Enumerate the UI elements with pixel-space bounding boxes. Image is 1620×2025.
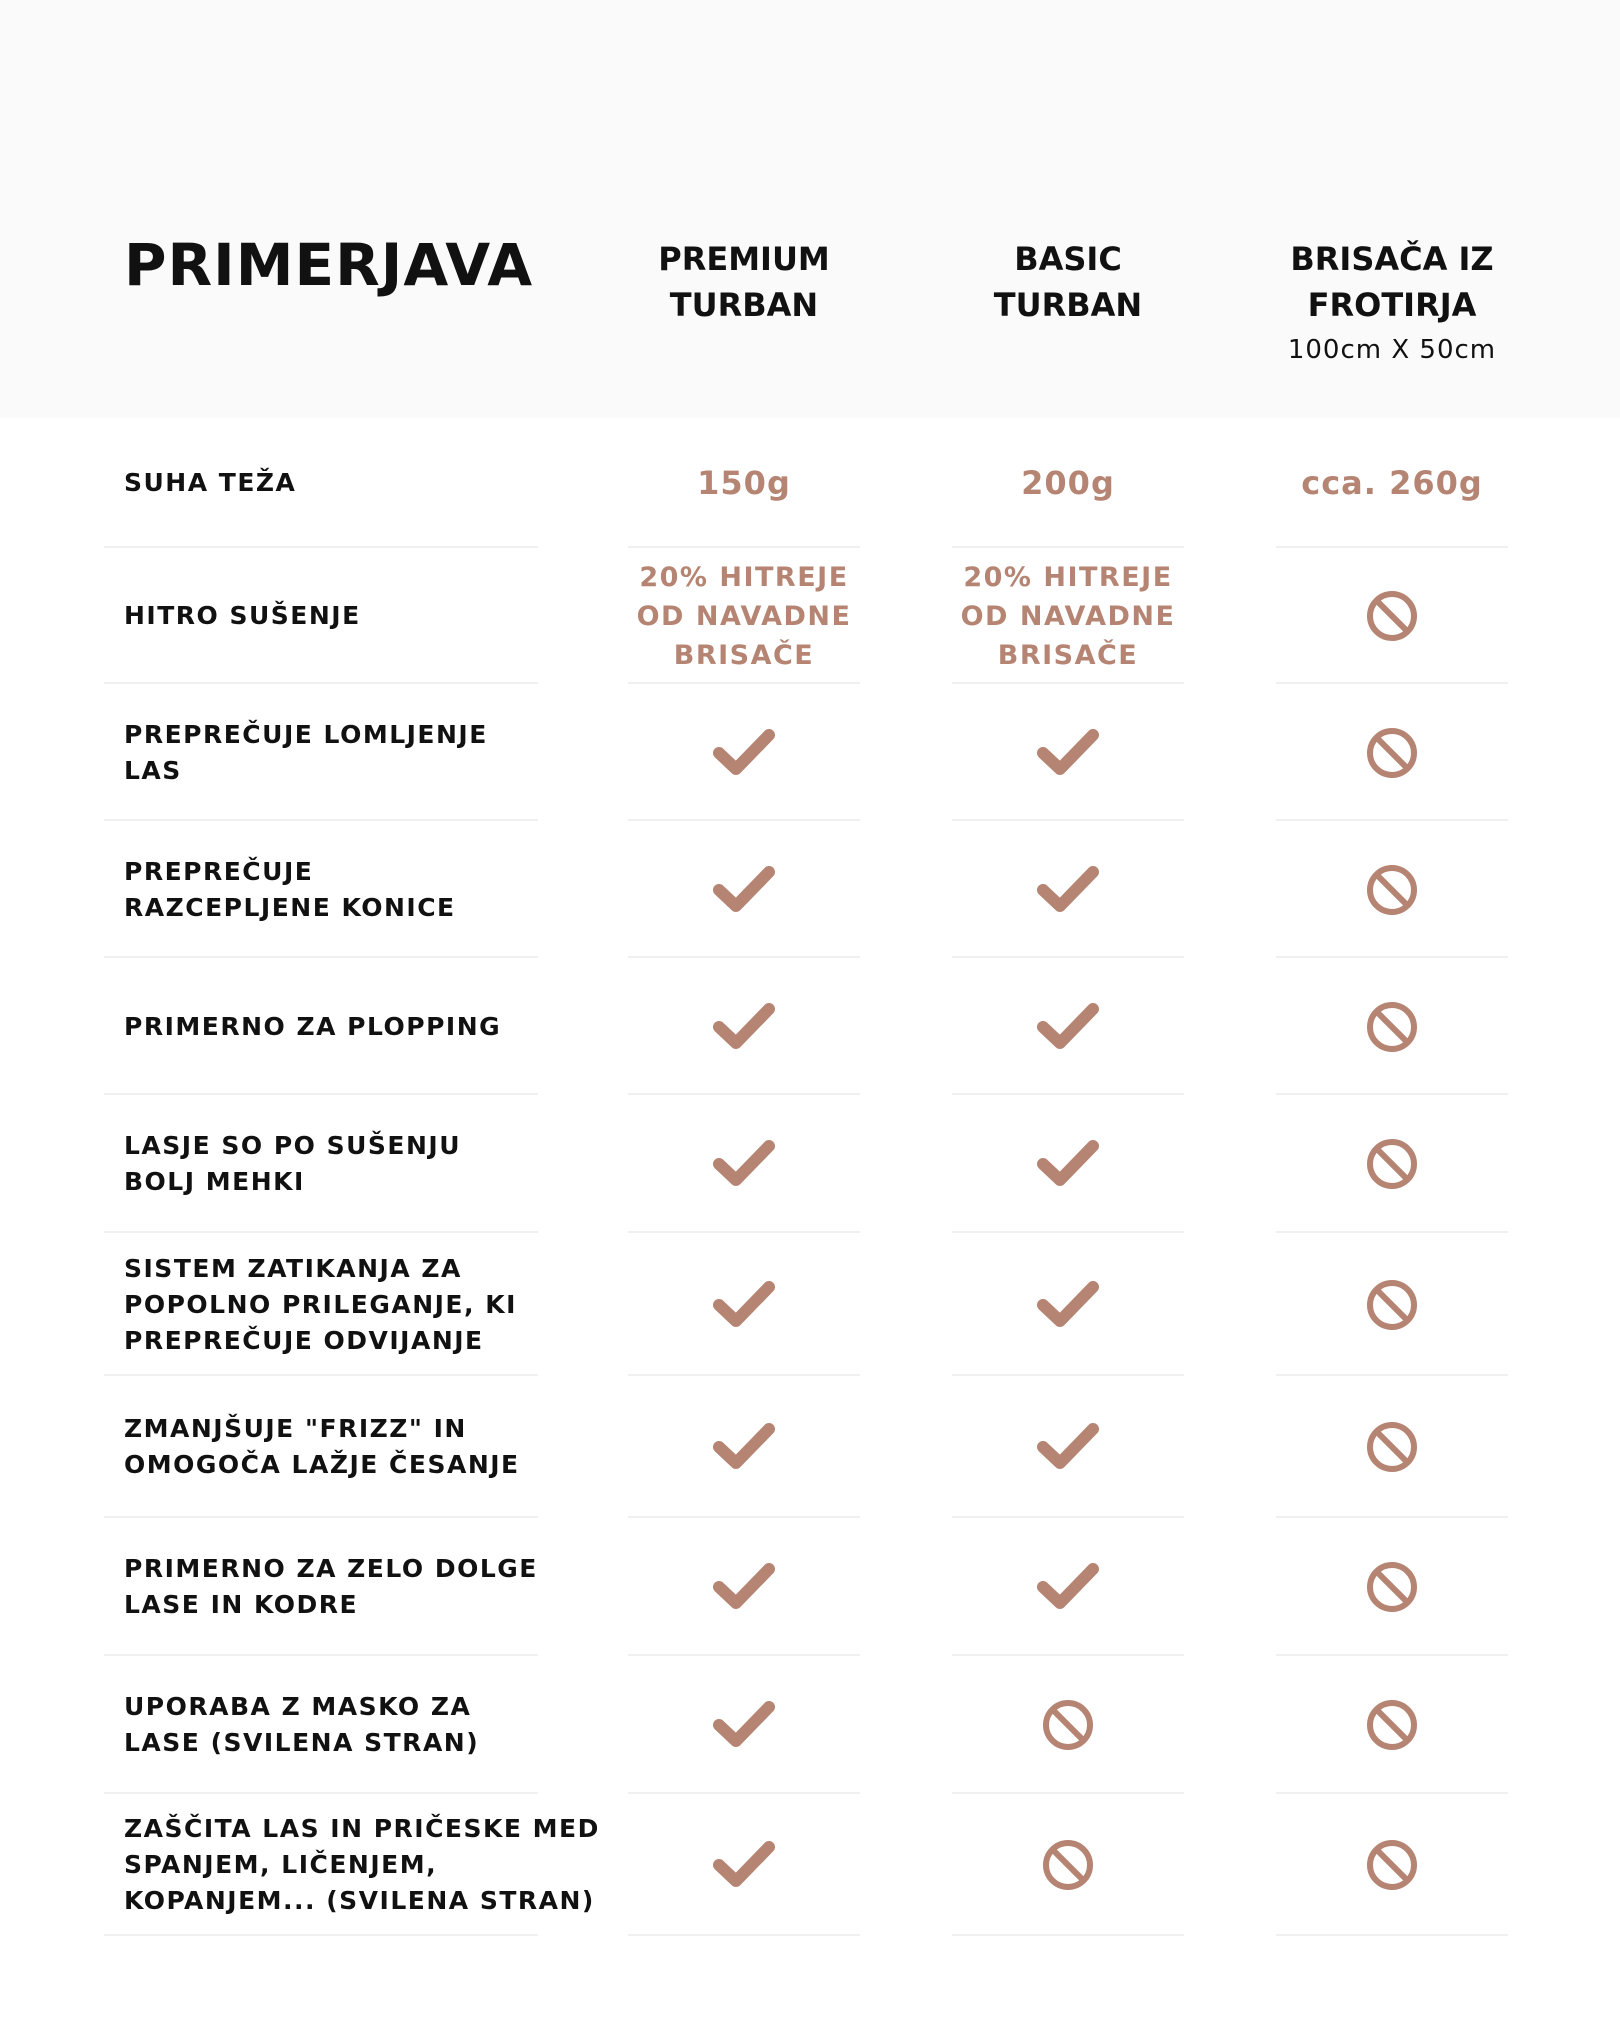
column-header-3 [1242, 236, 1542, 368]
table-cell [952, 821, 1184, 958]
row-label-line: LASE IN KODRE [124, 1590, 359, 1619]
prohibited-icon [1364, 1419, 1420, 1475]
row-label-line: SUHA TEŽA [124, 468, 297, 497]
row-label-line: POPOLNO PRILEGANJE, KI [124, 1289, 517, 1319]
checkmark-icon [712, 727, 776, 779]
checkmark-icon [712, 1279, 776, 1331]
cell-value [961, 558, 1176, 675]
table-cell [952, 548, 1184, 684]
table-cell [1276, 1233, 1508, 1376]
row-label-line: PREPREČUJE ODVIJANJE [124, 1325, 484, 1355]
table-cell [1276, 684, 1508, 821]
checkmark-icon [712, 1839, 776, 1891]
table-cell [952, 1656, 1184, 1794]
column-header-line: TURBAN [669, 286, 819, 324]
table-cell [1276, 1518, 1508, 1656]
row-label-line: PRIMERNO ZA ZELO DOLGE [124, 1554, 538, 1583]
row-label-line: SPANJEM, LIČENJEM, [124, 1850, 438, 1879]
prohibited-icon [1364, 588, 1420, 644]
cell-value-line: BRISAČE [673, 639, 815, 671]
table-cell [1276, 821, 1508, 958]
row-label [124, 418, 624, 548]
table-cell [952, 1095, 1184, 1233]
checkmark-icon [1036, 1001, 1100, 1053]
prohibited-icon [1364, 999, 1420, 1055]
page-title: PRIMERJAVA [124, 231, 534, 299]
row-label-line: KOPANJEM... (SVILENA STRAN) [124, 1886, 595, 1915]
row-label-line: LASJE SO PO SUŠENJU [124, 1131, 462, 1160]
prohibited-icon [1040, 1697, 1096, 1753]
table-cell [628, 1518, 860, 1656]
cell-value-line: 20% HITREJE [963, 561, 1173, 593]
row-label-line: ZMANJŠUJE "FRIZZ" IN [124, 1414, 467, 1443]
table-cell [628, 1376, 860, 1518]
checkmark-icon [712, 1699, 776, 1751]
table-cell [1276, 958, 1508, 1095]
table-cell [952, 1376, 1184, 1518]
table-cell [1276, 548, 1508, 684]
prohibited-icon [1364, 1697, 1420, 1753]
column-header-line: FROTIRJA [1307, 286, 1477, 324]
prohibited-icon [1364, 862, 1420, 918]
checkmark-icon [712, 1421, 776, 1473]
row-label-line: SISTEM ZATIKANJA ZA [124, 1253, 462, 1283]
checkmark-icon [712, 1561, 776, 1613]
row-label [124, 1095, 624, 1233]
row-label [124, 1656, 624, 1794]
table-cell [1276, 418, 1508, 548]
table-cell [1276, 1095, 1508, 1233]
row-label [124, 821, 624, 958]
prohibited-icon [1364, 1837, 1420, 1893]
row-divider [952, 1934, 1184, 1936]
checkmark-icon [1036, 1561, 1100, 1613]
prohibited-icon [1364, 1277, 1420, 1333]
table-cell [952, 418, 1184, 548]
prohibited-icon [1364, 1136, 1420, 1192]
column-header-subtitle: 100cm X 50cm [1287, 335, 1497, 365]
cell-value: 200g [1021, 464, 1115, 502]
row-label [124, 1794, 624, 1936]
table-cell [628, 548, 860, 684]
row-label [124, 1376, 624, 1518]
checkmark-icon [712, 864, 776, 916]
table-cell [628, 418, 860, 548]
column-header-1 [594, 236, 894, 328]
prohibited-icon [1364, 1559, 1420, 1615]
cell-value-line: OD NAVADNE [960, 600, 1176, 632]
cell-value [637, 558, 852, 675]
row-label [124, 548, 624, 684]
row-label-line: PRIMERNO ZA PLOPPING [124, 1011, 502, 1041]
row-label-line: PREPREČUJE [124, 856, 314, 886]
row-label-line: PREPREČUJE LOMLJENJE [124, 719, 488, 749]
row-label [124, 1233, 624, 1376]
column-header-line: PREMIUM [658, 240, 830, 278]
table-cell [952, 684, 1184, 821]
cell-value: cca. 260g [1301, 464, 1483, 502]
cell-value-line: OD NAVADNE [636, 600, 852, 632]
table-cell [628, 821, 860, 958]
checkmark-icon [1036, 1279, 1100, 1331]
row-label-line: OMOGOČA LAŽJE ČESANJE [124, 1450, 520, 1479]
checkmark-icon [1036, 864, 1100, 916]
checkmark-icon [1036, 727, 1100, 779]
column-header-line: BRISAČA IZ [1290, 240, 1494, 278]
row-label-line: BOLJ MEHKI [124, 1167, 305, 1196]
row-label [124, 684, 624, 821]
table-cell [628, 1095, 860, 1233]
table-cell [1276, 1376, 1508, 1518]
row-label-line: ZAŠČITA LAS IN PRIČESKE MED [124, 1814, 600, 1843]
cell-value: 150g [697, 464, 791, 502]
column-header-line: TURBAN [993, 286, 1143, 324]
table-cell [1276, 1794, 1508, 1936]
row-divider [104, 1934, 538, 1936]
table-cell [1276, 1656, 1508, 1794]
table-cell [628, 958, 860, 1095]
row-label-line: RAZCEPLJENE KONICE [124, 892, 456, 922]
row-label-line: UPORABA Z MASKO ZA [124, 1692, 472, 1721]
checkmark-icon [712, 1138, 776, 1190]
row-label [124, 958, 624, 1095]
table-cell [628, 1794, 860, 1936]
cell-value-line: BRISAČE [997, 639, 1139, 671]
row-divider [628, 1934, 860, 1936]
cell-value-line: 20% HITREJE [639, 561, 849, 593]
row-label-line: LASE (SVILENA STRAN) [124, 1728, 480, 1757]
prohibited-icon [1364, 725, 1420, 781]
checkmark-icon [1036, 1421, 1100, 1473]
table-cell [952, 958, 1184, 1095]
checkmark-icon [712, 1001, 776, 1053]
table-cell [952, 1233, 1184, 1376]
prohibited-icon [1040, 1837, 1096, 1893]
checkmark-icon [1036, 1138, 1100, 1190]
table-cell [952, 1518, 1184, 1656]
column-header-2 [918, 236, 1218, 328]
table-cell [628, 1233, 860, 1376]
row-label [124, 1518, 624, 1656]
row-label-line: LAS [124, 755, 182, 785]
table-cell [628, 684, 860, 821]
table-cell [628, 1656, 860, 1794]
table-cell [952, 1794, 1184, 1936]
column-header-line: BASIC [1014, 240, 1122, 278]
row-divider [1276, 1934, 1508, 1936]
row-label-line: HITRO SUŠENJE [124, 601, 361, 630]
